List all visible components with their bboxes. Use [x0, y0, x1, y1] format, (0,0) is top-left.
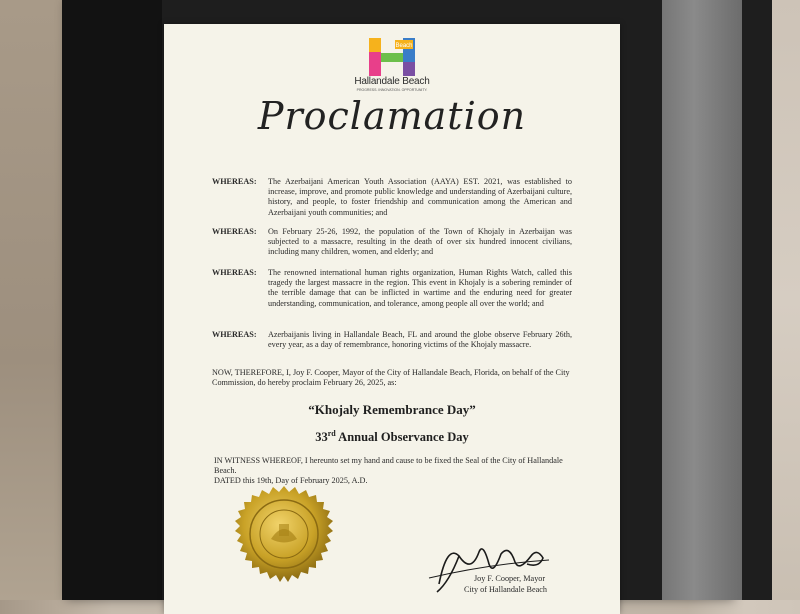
- whereas-clause-1: [212, 177, 572, 218]
- observance-heading: [164, 429, 620, 445]
- whereas-text: The Azerbaijani American Youth Association (AAYA) EST. 2021, was established to increase, improve, and promote public knowledge and understanding of Azerbaijani culture, history, and people, to foster friendship and communication among the American and Azerbaijani youth communities; and: [268, 177, 572, 217]
- logo-tagline: PROGRESS. INNOVATION. OPPORTUNITY.: [356, 88, 428, 92]
- city-gold-seal-icon: [229, 484, 339, 594]
- whereas-text: The renowned international human rights organization, Human Rights Watch, called this tragedy the largest massacre in the region. This event in Khojaly is a sobering reminder of the terrible damage that can be inflicted in wartime and the enduring need for greater understanding, communication, and tolerance, among people all over the world; and: [268, 268, 572, 308]
- whereas-label: WHEREAS:: [212, 177, 257, 186]
- therefore-clause: [212, 368, 572, 388]
- whereas-text: On February 25-26, 1992, the population of the Town of Khojaly in Azerbaijan was subjected to a massacre, resulting in the death of over six hundred innocent civilians, including many children, women, and elderly; and: [268, 227, 572, 257]
- whereas-clause-3: [212, 268, 572, 309]
- frame-glass-reflection: [662, 0, 742, 600]
- witness-clause: [214, 456, 574, 487]
- dated-text: DATED this 19th, Day of February 2025, A.D.: [214, 476, 368, 486]
- therefore-text: NOW, THEREFORE, I, Joy F. Cooper, Mayor of the City of Hallandale Beach, Florida, on behalf of the City Commission, do hereby proclaim February 26, 2025, as:: [212, 368, 570, 388]
- logo-badge-text: Beach: [395, 43, 413, 49]
- logo-name: Hallandale Beach: [354, 76, 430, 87]
- observance-suffix: rd: [327, 429, 336, 438]
- whereas-label: WHEREAS:: [212, 330, 257, 339]
- proclaimed-day-name: “Khojaly Remembrance Day”: [308, 402, 476, 417]
- whereas-label: WHEREAS:: [212, 268, 257, 277]
- signatory-title: City of Hallandale Beach: [464, 585, 547, 594]
- signatory-name: Joy F. Cooper, Mayor: [474, 574, 546, 583]
- whereas-clause-2: [212, 227, 572, 258]
- whereas-label: WHEREAS:: [212, 227, 257, 236]
- whereas-text: Azerbaijanis living in Hallandale Beach, FL and around the globe observe February 26th, every year, as a day of remembrance, honoring victims of the Khojaly massacre.: [268, 330, 572, 350]
- whereas-clause-4: [212, 330, 572, 350]
- document-title: Proclamation: [257, 94, 527, 138]
- witness-text: IN WITNESS WHEREOF, I hereunto set my hand and cause to be fixed the Seal of the City of Hallandale Beach.: [214, 456, 563, 476]
- observance-text: Annual Observance Day: [335, 430, 469, 445]
- observance-number: 33: [315, 430, 328, 445]
- wall-left: [0, 0, 70, 600]
- proclamation-document: [164, 24, 620, 614]
